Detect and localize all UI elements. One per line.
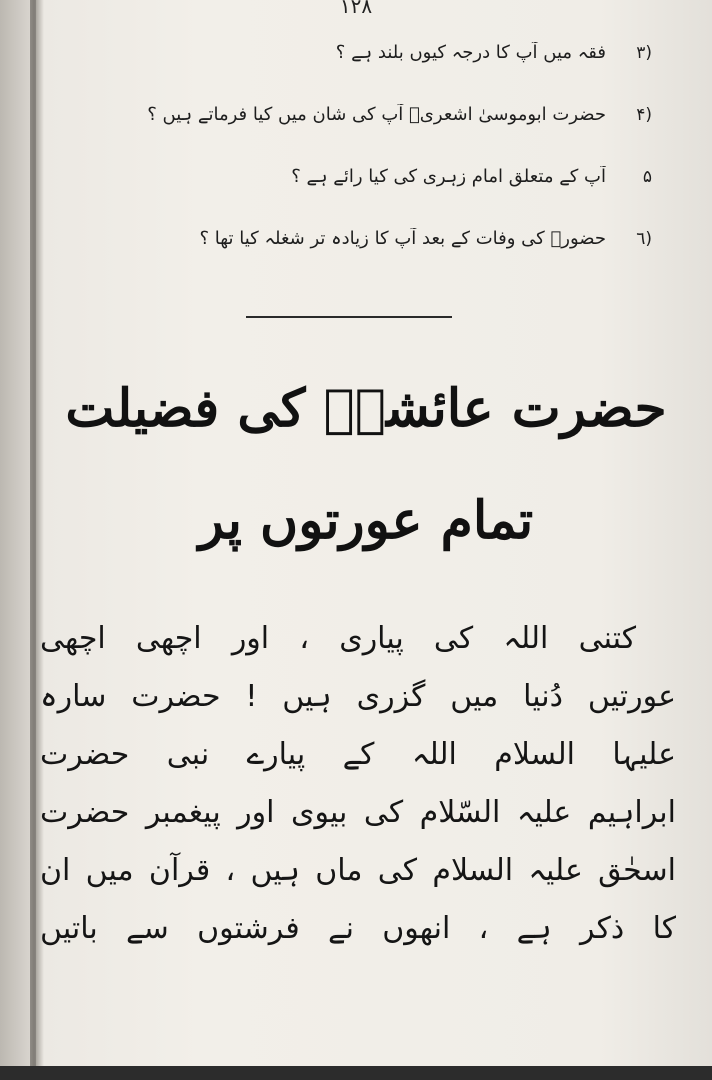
question-text: حضورؐ کی وفات کے بعد آپ کا زیادہ تر شغلہ کیا تھا ؟ xyxy=(199,228,606,249)
book-spine xyxy=(30,0,36,1080)
body-line: عورتیں دُنیا میں گزری ہیں ! حضرت سارہ xyxy=(40,679,676,714)
question-list xyxy=(80,42,652,290)
previous-page-edge xyxy=(0,0,30,1080)
scan-border xyxy=(0,1066,712,1080)
body-line: کتنی اللہ کی پیاری ، اور اچھی اچھی xyxy=(40,621,636,656)
question-item xyxy=(80,166,652,228)
body-line: کا ذکر ہے ، انھوں نے فرشتوں سے باتیں xyxy=(40,911,676,946)
question-item xyxy=(80,104,652,166)
question-number: (۴ xyxy=(636,105,652,125)
question-number: (۳ xyxy=(636,43,652,63)
chapter-title: حضرت عائشہؓ کی فضیلت xyxy=(65,378,667,439)
question-number: ۵ xyxy=(642,167,652,187)
question-number: (٦ xyxy=(636,229,652,249)
question-text: حضرت ابوموسیٰ اشعریؓ آپ کی شان میں کیا فرماتے ہیں ؟ xyxy=(147,104,606,125)
chapter-subtitle: تمام عورتوں پر xyxy=(198,490,534,551)
page-number: ۱۲۸ xyxy=(339,0,373,18)
question-text: فقہ میں آپ کا درجہ کیوں بلند ہے ؟ xyxy=(335,42,606,63)
body-line: علیہا السلام اللہ کے پیارے نبی حضرت xyxy=(40,737,676,772)
section-divider xyxy=(246,316,452,318)
question-item xyxy=(80,228,652,290)
body-line: ابراہیم علیہ السّلام کی بیوی اور پیغمبر حضرت xyxy=(40,795,676,830)
question-item xyxy=(80,42,652,104)
question-text: آپ کے متعلق امام زہری کی کیا رائے ہے ؟ xyxy=(291,166,606,187)
body-paragraph xyxy=(40,610,676,958)
body-line: اسحٰق علیہ السلام کی ماں ہیں ، قرآن میں ان xyxy=(40,853,676,888)
